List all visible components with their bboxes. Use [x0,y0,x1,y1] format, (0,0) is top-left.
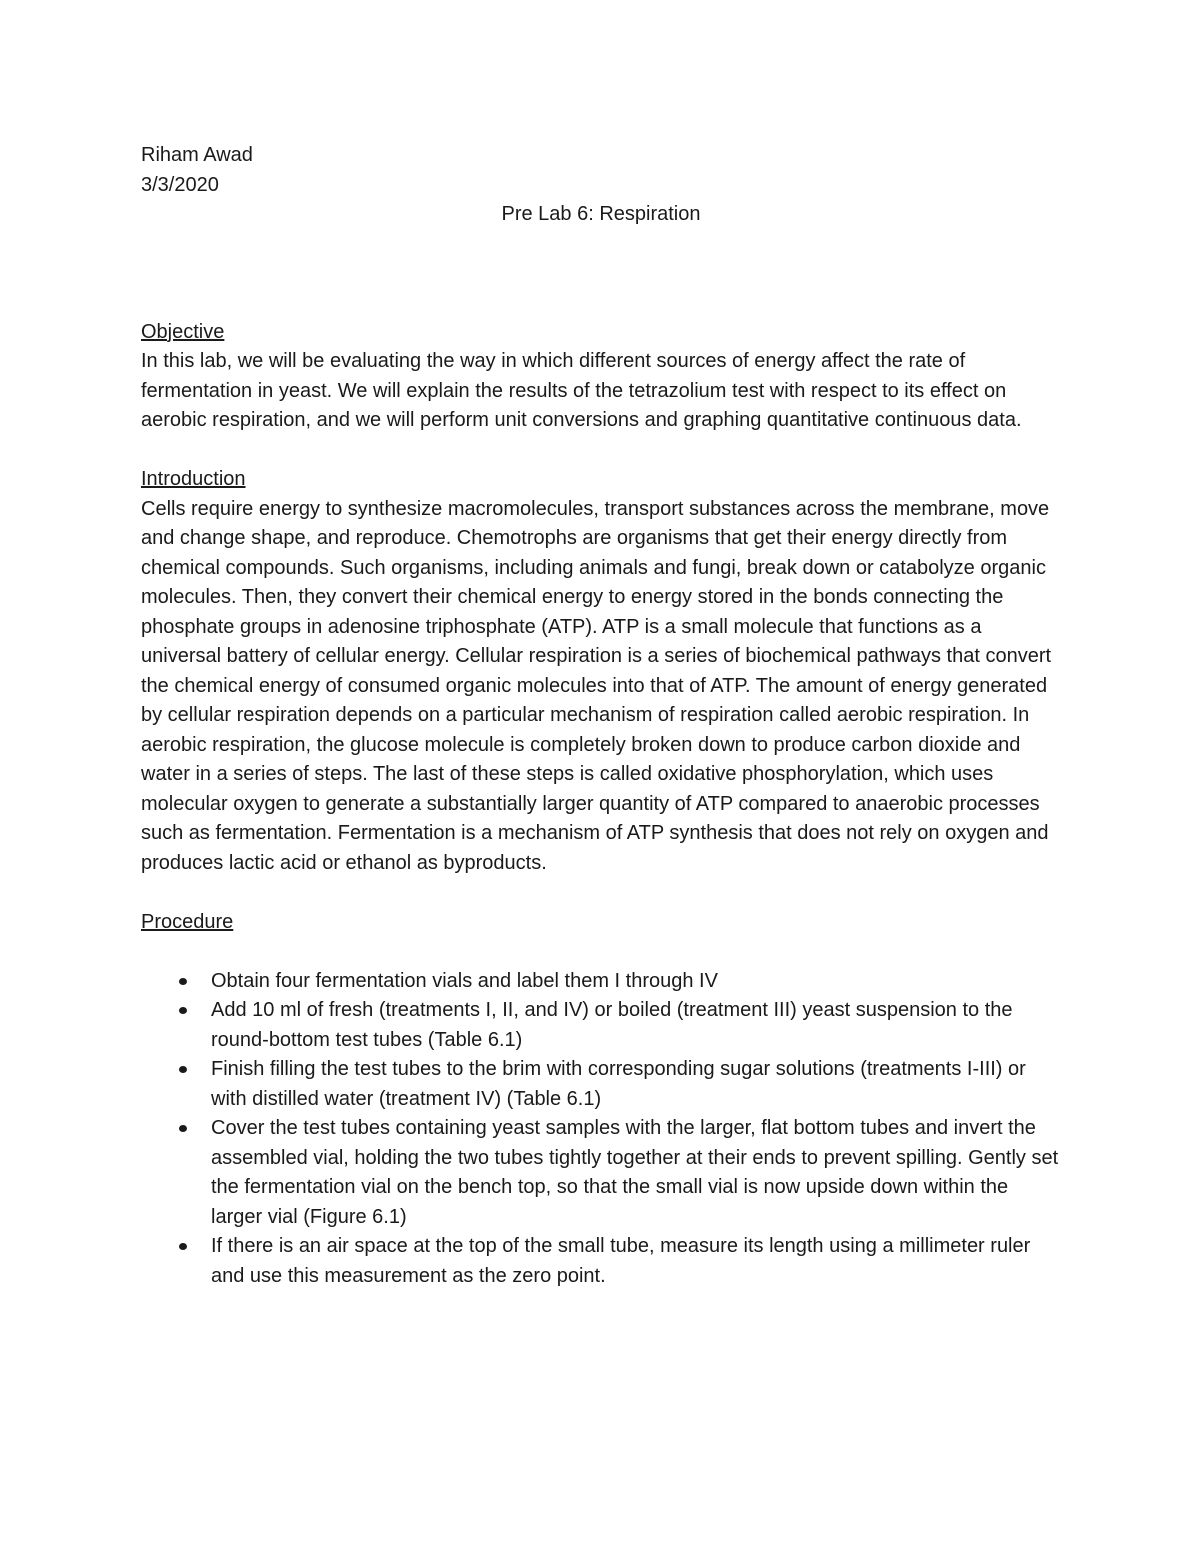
list-item [141,996,1061,1055]
procedure-step-text: Add 10 ml of fresh (treatments I, II, and IV) or boiled (treatment III) yeast suspension to the round-bottom test tubes (Table 6.1) [211,999,1013,1051]
document-page [141,141,1061,1291]
list-item [141,1232,1061,1291]
procedure-heading: Procedure [141,910,234,933]
introduction-heading: Introduction [141,468,246,490]
procedure-step-text: Cover the test tubes containing yeast samples with the larger, flat bottom tubes and invert the assembled vial, holding the two tubes tightly together at their ends to prevent spilling. Gently set the fermentation vial on the bench top, so that the small vial is now upside down within the larger vial (Figure 6.1) [211,1117,1059,1228]
procedure-list [141,967,1061,1292]
list-item [141,967,1061,997]
bullet-icon [179,978,187,985]
introduction-text: Cells require energy to synthesize macromolecules, transport substances across the membrane, move and change shape, and reproduce. Chemotrophs are organisms that get their energy directly from chemical compounds. Such organisms, including animals and fungi, break down or catabolyze organic molecules. Then, they convert their chemical energy to energy stored in the bonds connecting the phosphate groups in adenosine triphosphate (ATP). ATP is a small molecule that functions as a universal battery of cellular energy. Cellular respiration is a series of biochemical pathways that convert the chemical energy of consumed organic molecules into that of ATP. The amount of energy generated by cellular respiration depends on a particular mechanism of respiration called aerobic respiration. In aerobic respiration, the glucose molecule is completely broken down to produce carbon dioxide and water in a series of steps. The last of these steps is called oxidative phosphorylation, which uses molecular oxygen to generate a substantially larger quantity of ATP compared to anaerobic processes such as fermentation. Fermentation is a mechanism of ATP synthesis that does not rely on oxygen and produces lactic acid or ethanol as byproducts. [141,497,1052,874]
list-item [141,1114,1061,1232]
bullet-icon [179,1066,187,1073]
document-title: Pre Lab 6: Respiration [501,203,701,225]
bullet-icon [179,1007,187,1014]
procedure-step-text: If there is an air space at the top of the small tube, measure its length using a millimeter ruler and use this measurement as the zero point. [211,1235,1031,1287]
list-item [141,1055,1061,1114]
objective-text: In this lab, we will be evaluating the way in which different sources of energy affect the rate of fermentation in yeast. We will explain the results of the tetrazolium test with respect to its effect on aerobic respiration, and we will perform unit conversions and graphing quantitative continuous data. [141,350,1022,431]
procedure-step-text: Finish filling the test tubes to the brim with corresponding sugar solutions (treatments I-III) or with distilled water (treatment IV) (Table 6.1) [211,1058,1026,1110]
bullet-icon [179,1125,187,1132]
objective-heading: Objective [141,320,225,343]
document-date: 3/3/2020 [141,173,219,196]
author-name: Riham Awad [141,144,253,166]
procedure-step-text: Obtain four fermentation vials and label them I through IV [211,969,718,992]
bullet-icon [179,1243,187,1250]
